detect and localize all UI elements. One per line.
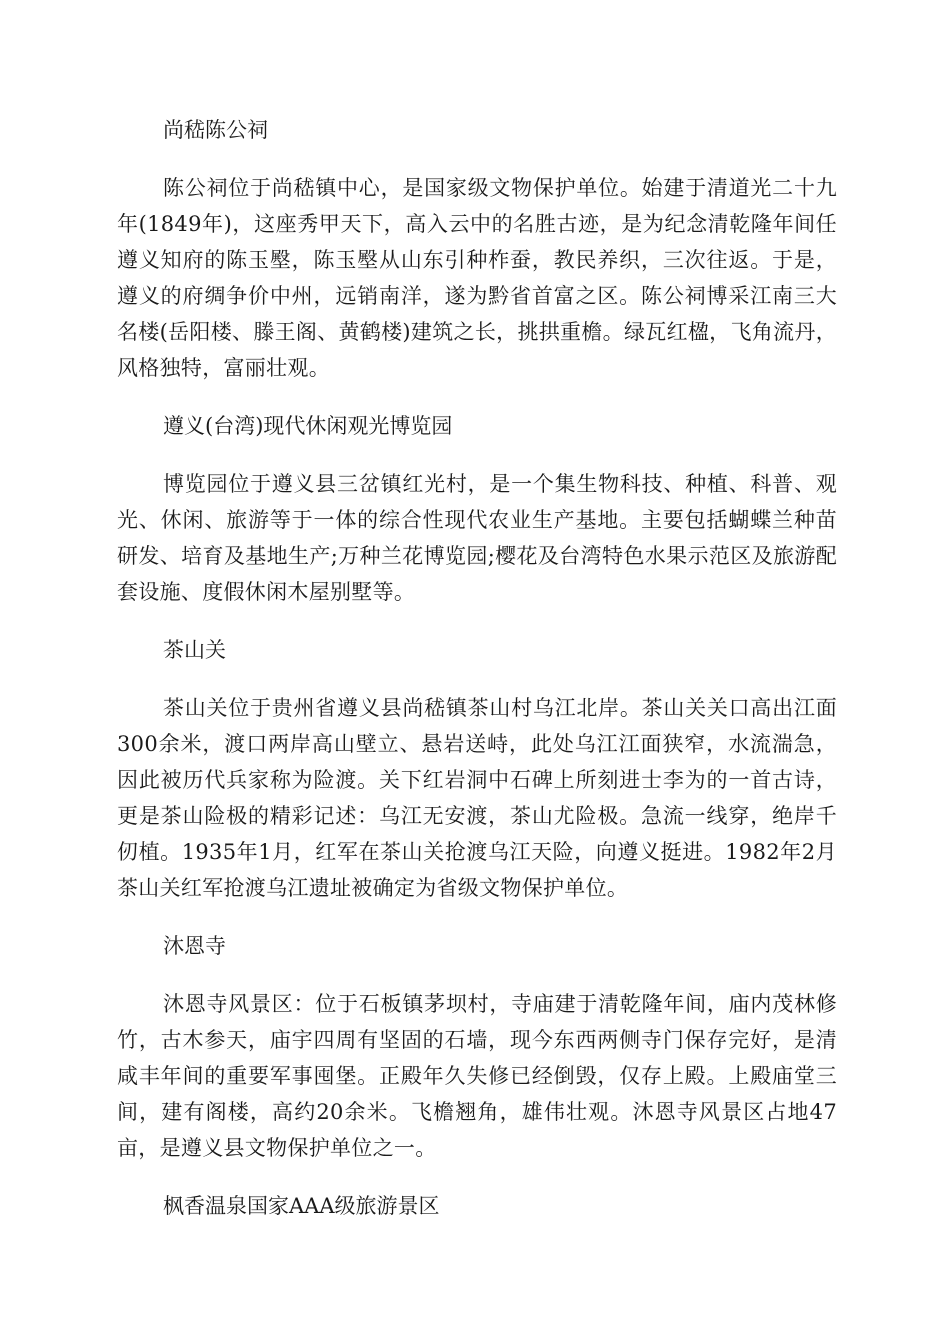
section-paragraph-chen-gong-ci: 陈公祠位于尚嵇镇中心，是国家级文物保护单位。始建于清道光二十九年(1849年)，这座秀甲天下，高入云中的名胜古迹，是为纪念清乾隆年间任遵义知府的陈玉壂，陈玉壂从山东引种柞蚕，教民养织，三次往返。于是，遵义的府绸争价中州，远销南洋，遂为黔省首富之区。陈公祠博采江南三大名楼(岳阳楼、滕王阁、黄鹤楼)建筑之长，挑拱重檐。绿瓦红楹，飞角流丹，风格独特，富丽壮观。 bbox=[117, 176, 837, 380]
section-title-chen-gong-ci: 尚嵇陈公祠 bbox=[163, 118, 268, 142]
document-body bbox=[117, 112, 837, 1246]
section-paragraph-expo-park: 博览园位于遵义县三岔镇红光村，是一个集生物科技、种植、科普、观光、休闲、旅游等于一体的综合性现代农业生产基地。主要包括蝴蝶兰种苗研发、培育及基地生产;万种兰花博览园;樱花及台湾特色水果示范区及旅游配套设施、度假休闲木屋别墅等。 bbox=[117, 472, 837, 604]
section-title-chashan-pass: 茶山关 bbox=[163, 638, 226, 662]
section-title-fengxiang-hot-spring: 枫香温泉国家AAA级旅游景区 bbox=[163, 1194, 440, 1218]
section-paragraph-chashan-pass: 茶山关位于贵州省遵义县尚嵇镇茶山村乌江北岸。茶山关关口高出江面300余米，渡口两岸高山壁立、悬岩送峙，此处乌江江面狭窄，水流湍急，因此被历代兵家称为险渡。关下红岩洞中石碑上所刻进士李为的一首古诗，更是茶山险极的精彩记述：乌江无安渡，茶山尤险极。急流一线穿，绝岸千仞植。1935年1月，红军在茶山关抢渡乌江天险，向遵义挺进。1982年2月茶山关红军抢渡乌江遗址被确定为省级文物保护单位。 bbox=[117, 696, 837, 900]
section-title-expo-park: 遵义(台湾)现代休闲观光博览园 bbox=[163, 414, 453, 438]
section-paragraph-muen-temple: 沐恩寺风景区：位于石板镇茅坝村，寺庙建于清乾隆年间，庙内茂林修竹，古木参天，庙宇四周有坚固的石墙，现今东西两侧寺门保存完好，是清咸丰年间的重要军事囤堡。正殿年久失修已经倒毁，仅存上殿。上殿庙堂三间，建有阁楼，高约20余米。飞檐翘角，雄伟壮观。沐恩寺风景区占地47亩，是遵义县文物保护单位之一。 bbox=[117, 992, 837, 1160]
section-title-muen-temple: 沐恩寺 bbox=[163, 934, 226, 958]
